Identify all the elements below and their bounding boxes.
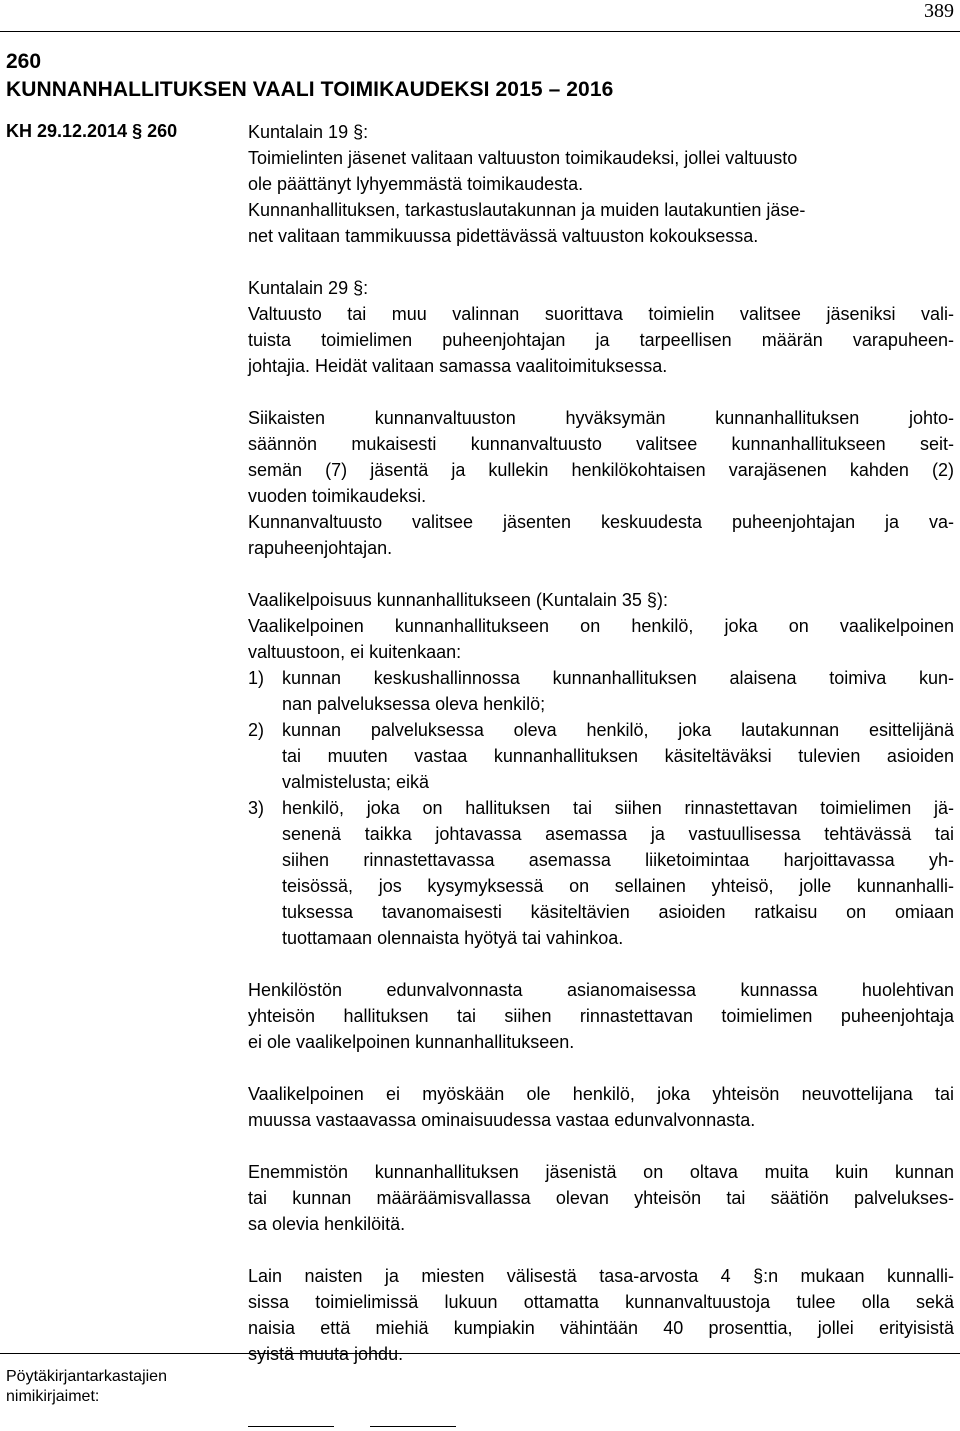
text-line: Lain naisten ja miesten välisestä tasa-arvosta 4 §:n mukaan kunnalli- — [248, 1266, 954, 1286]
page-number: 389 — [924, 0, 954, 22]
paragraph-neuvottelija — [248, 1081, 954, 1133]
text-line: yhteisön hallituksen tai siihen rinnastettavan toimielimen puheenjohtaja — [248, 1006, 954, 1026]
list-number: 2) — [248, 720, 265, 740]
text-line: ei ole vaalikelpoinen kunnanhallitukseen. — [248, 1032, 575, 1052]
text-line: Enemmistön kunnanhallituksen jäsenistä on oltava muita kuin kunnan — [248, 1162, 954, 1182]
header-rule — [0, 31, 960, 32]
paragraph-edunvalvonta — [248, 977, 954, 1055]
text-line: Kunnanhallituksen, tarkastuslautakunnan ja muiden lautakuntien jäse- — [248, 200, 806, 220]
text-line: sissa toimielimissä lukuun ottamatta kunnanvaltuustoja tulee olla sekä — [248, 1292, 954, 1312]
text-line: vuoden toimikaudeksi. — [248, 486, 427, 506]
text-line: valtuustoon, ei kuitenkaan: — [248, 642, 462, 662]
paragraph-enemmisto — [248, 1159, 954, 1237]
text-line: Siikaisten kunnanvaltuuston hyväksymän kunnanhallituksen johto- — [248, 408, 954, 428]
text-line: kunnan keskushallinnossa kunnanhallituksen alaisena toimiva kun- — [282, 668, 954, 688]
text-line: net valitaan tammikuussa pidettävässä valtuuston kokouksessa. — [248, 226, 759, 246]
text-line: Valtuusto tai muu valinnan suorittava toimielin valitsee jäseniksi vali- — [248, 304, 954, 324]
footer-rule — [0, 1353, 960, 1354]
text-line: tuottamaan olennaista hyötyä tai vahinkoa. — [282, 928, 624, 948]
footer-line: nimikirjaimet: — [6, 1388, 100, 1405]
text-line: henkilö, joka on hallituksen tai siihen rinnastettavan toimielimen jä- — [282, 798, 954, 818]
footer-initials-label — [6, 1367, 167, 1407]
text-line: johtajia. Heidät valitaan samassa vaalitoimituksessa. — [248, 356, 668, 376]
text-line: siihen rinnastettavassa asemassa liiketoimintaa harjoittavassa yh- — [282, 850, 954, 870]
paragraph-kuntalain-29 — [248, 275, 954, 379]
text-line: nan palveluksessa oleva henkilö; — [282, 694, 546, 714]
text-line: ole päättänyt lyhyemmästä toimikaudesta. — [248, 174, 584, 194]
list-item — [248, 665, 954, 717]
text-line: säännön mukaisesti kunnanvaltuusto valitsee kunnanhallitukseen seit- — [248, 434, 954, 454]
text-line: Kuntalain 19 §: — [248, 122, 369, 142]
text-line: sa olevia henkilöitä. — [248, 1214, 406, 1234]
text-line: senenä taikka johtavassa asemassa ja vastuullisessa tehtävässä tai — [282, 824, 954, 844]
text-line: semän (7) jäsentä ja kullekin henkilökohtaisen varajäsenen kahden (2) — [248, 460, 954, 480]
text-line: muussa vastaavassa ominaisuudessa vastaa edunvalvonnasta. — [248, 1110, 756, 1130]
list-number: 1) — [248, 668, 265, 688]
text-line: Vaalikelpoinen kunnanhallitukseen on henkilö, joka on vaalikelpoinen — [248, 616, 954, 636]
text-line: Vaalikelpoisuus kunnanhallitukseen (Kuntalain 35 §): — [248, 590, 668, 610]
document-body — [248, 119, 954, 1367]
text-line: Toimielinten jäsenet valitaan valtuuston toimikaudeksi, jollei valtuusto — [248, 148, 798, 168]
footer-line: Pöytäkirjantarkastajien — [6, 1368, 167, 1385]
section-number: 260 — [6, 50, 42, 73]
text-line: Kunnanvaltuusto valitsee jäsenten keskuudesta puheenjohtajan ja va- — [248, 512, 954, 532]
signature-line-1 — [248, 1426, 334, 1427]
paragraph-vaalikelpoisuus — [248, 587, 954, 665]
text-line: Kuntalain 29 §: — [248, 278, 369, 298]
text-line: Vaalikelpoinen ei myöskään ole henkilö, joka yhteisön neuvottelijana tai — [248, 1084, 954, 1104]
text-line: syistä muuta johdu. — [248, 1344, 404, 1364]
list-number: 3) — [248, 798, 265, 818]
text-line: tuksessa tavanomaisesti käsiteltävien asioiden ratkaisu on omiaan — [282, 902, 954, 922]
paragraph-kuntalain-19 — [248, 119, 954, 249]
text-line: tai kunnan määräämisvallassa olevan yhteisön tai säätiön palvelukses- — [248, 1188, 954, 1208]
section-title: KUNNANHALLITUKSEN VAALI TOIMIKAUDEKSI 2015 – 2016 — [6, 78, 614, 101]
text-line: kunnan palveluksessa oleva henkilö, joka lautakunnan esittelijänä — [282, 720, 954, 740]
text-line: teisössä, jos kysymyksessä on sellainen yhteisö, jolle kunnanhalli- — [282, 876, 954, 896]
paragraph-johtosaanto — [248, 405, 954, 561]
paragraph-tasa-arvo — [248, 1263, 954, 1367]
signature-line-2 — [370, 1426, 456, 1427]
text-line: rapuheenjohtajan. — [248, 538, 393, 558]
text-line: Henkilöstön edunvalvonnasta asianomaisessa kunnassa huolehtivan — [248, 980, 954, 1000]
text-line: tuista toimielimen puheenjohtajan ja tarpeellisen määrän varapuheen- — [248, 330, 954, 350]
text-line: valmistelusta; eikä — [282, 772, 430, 792]
text-line: tai muuten vastaa kunnanhallituksen käsiteltäväksi tulevien asioiden — [282, 746, 954, 766]
list-item — [248, 795, 954, 951]
list-item — [248, 717, 954, 795]
meeting-reference: KH 29.12.2014 § 260 — [6, 121, 178, 141]
text-line: naisia että miehiä kumpiakin vähintään 40 prosenttia, jollei erityisistä — [248, 1318, 954, 1338]
